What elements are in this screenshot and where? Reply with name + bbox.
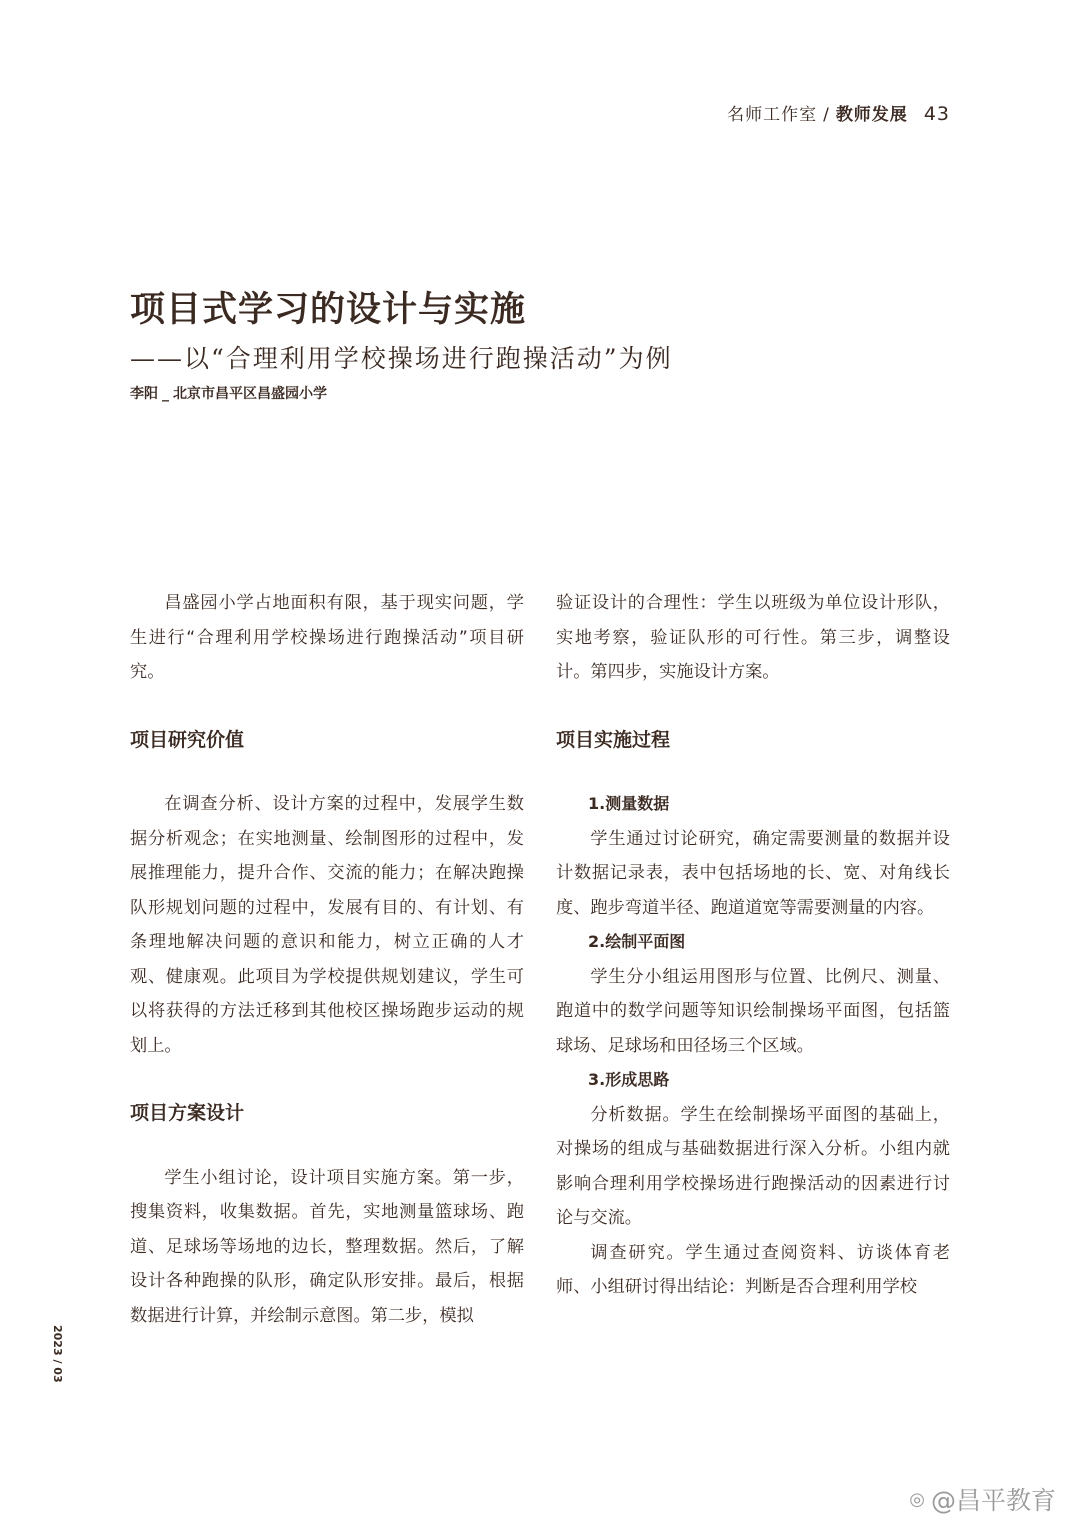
right-column [556, 586, 950, 1305]
section-heading-process: 项目实施过程 [556, 728, 671, 751]
byline-separator: _ [162, 386, 169, 402]
running-header [727, 100, 950, 125]
section-heading-plan: 项目方案设计 [130, 1102, 245, 1124]
author-name: 李阳 [130, 386, 158, 402]
research-paragraph: 调查研究。学生通过查阅资料、访谈体育老师、小组研讨得出结论：判断是否合理利用学校 [556, 1242, 950, 1297]
section-heading-value: 项目研究价值 [130, 728, 245, 751]
page-number: 43 [923, 103, 950, 125]
measure-paragraph: 学生通过讨论研究，确定需要测量的数据并设计数据记录表，表中包括场地的长、宽、对角线长度、跑步弯道半径、跑道道宽等需要测量的内容。 [556, 828, 950, 918]
article-subtitle: ——以“合理利用学校操场进行跑操活动”为例 [130, 344, 673, 373]
subheading-draw: 2.绘制平面图 [588, 932, 686, 951]
author-affiliation: 北京市昌平区昌盛园小学 [173, 386, 327, 402]
byline [130, 383, 327, 403]
value-paragraph: 在调查分析、设计方案的过程中，发展学生数据分析观念；在实地测量、绘制图形的过程中，发展推理能力，提升合作、交流的能力；在解决跑操队形规划问题的过程中，发展有目的、有计划、有条理地解决问题的意识和能力，树立正确的人才观、健康观。此项目为学校提供规划建议，学生可以将获得的方法迁移到其他校区操场跑步运动的规划上。 [130, 794, 524, 1056]
draw-paragraph: 学生分小组运用图形与位置、比例尺、测量、跑道中的数学问题等知识绘制操场平面图，包括篮球场、足球场和田径场三个区域。 [556, 966, 950, 1056]
subheading-ideas: 3.形成思路 [588, 1070, 670, 1089]
intro-paragraph: 昌盛园小学占地面积有限，基于现实问题，学生进行“合理利用学校操场进行跑操活动”项目研究。 [130, 593, 524, 682]
weibo-logo-icon: ◎ [909, 1488, 925, 1510]
watermark [909, 1481, 1056, 1517]
watermark-text: @昌平教育 [930, 1486, 1056, 1515]
left-column [130, 586, 524, 1333]
continued-paragraph: 验证设计的合理性：学生以班级为单位设计形队，实地考察，验证队形的可行性。第三步，调整设计。第四步，实施设计方案。 [556, 593, 950, 682]
issue-date: 2023 / 03 [51, 1325, 64, 1383]
plan-paragraph: 学生小组讨论，设计项目实施方案。第一步，搜集资料，收集数据。首先，实地测量篮球场、跑道、足球场等场地的边长，整理数据。然后，了解设计各种跑操的队形，确定队形安排。最后，根据数据进行计算，并绘制示意图。第二步，模拟 [130, 1167, 524, 1326]
analysis-paragraph: 分析数据。学生在绘制操场平面图的基础上，对操场的组成与基础数据进行深入分析。小组内就影响合理利用学校操场进行跑操活动的因素进行讨论与交流。 [556, 1104, 950, 1228]
header-slash: / [823, 105, 830, 125]
article-title: 项目式学习的设计与实施 [130, 290, 527, 330]
section-name: 教师发展 [835, 105, 908, 125]
subheading-measure: 1.测量数据 [588, 794, 670, 813]
column-name: 名师工作室 [727, 105, 818, 125]
